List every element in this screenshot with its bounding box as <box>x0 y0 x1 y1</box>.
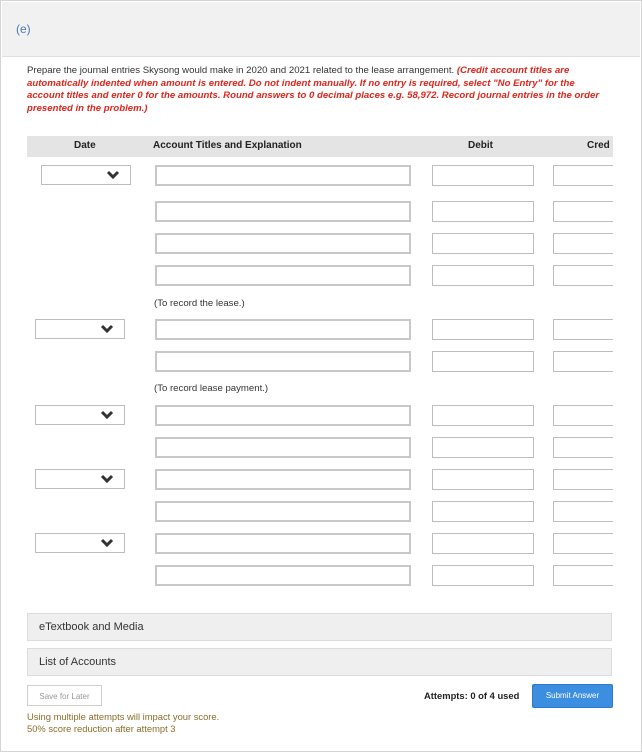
credit-input[interactable] <box>553 437 613 458</box>
debit-input[interactable] <box>432 165 534 186</box>
etextbook-media-toggle[interactable]: eTextbook and Media <box>27 613 612 641</box>
credit-input[interactable] <box>553 501 613 522</box>
account-header: Account Titles and Explanation <box>153 140 302 151</box>
credit-input[interactable] <box>553 165 613 186</box>
credit-header: Cred <box>587 140 610 151</box>
attempts-counter: Attempts: 0 of 4 used <box>424 690 520 701</box>
save-for-later-button[interactable]: Save for Later <box>27 685 102 706</box>
table-row <box>27 351 613 373</box>
debit-input[interactable] <box>432 469 534 490</box>
list-of-accounts-toggle[interactable]: List of Accounts <box>27 648 612 676</box>
date-dropdown[interactable] <box>35 319 125 339</box>
debit-input[interactable] <box>432 437 534 458</box>
table-row <box>27 405 613 427</box>
date-dropdown[interactable] <box>35 405 125 425</box>
account-title-input[interactable] <box>155 533 411 554</box>
submit-answer-button[interactable]: Submit Answer <box>532 684 613 708</box>
account-title-input[interactable] <box>155 501 411 522</box>
chevron-down-icon <box>100 473 114 485</box>
instructions <box>27 65 612 115</box>
account-title-input[interactable] <box>155 469 411 490</box>
table-row <box>27 165 613 187</box>
chevron-down-icon <box>100 409 114 421</box>
credit-input[interactable] <box>553 469 613 490</box>
table-row <box>27 501 613 523</box>
table-row <box>27 265 613 287</box>
instructions-text: Prepare the journal entries Skysong would make in 2020 and 2021 related to the lease arrangement. <box>27 65 457 76</box>
account-title-input[interactable] <box>155 265 411 286</box>
entry-note: (To record the lease.) <box>154 298 245 309</box>
account-title-input[interactable] <box>155 319 411 340</box>
table-row <box>27 233 613 255</box>
date-dropdown[interactable] <box>35 533 125 553</box>
account-title-input[interactable] <box>155 565 411 586</box>
credit-input[interactable] <box>553 405 613 426</box>
debit-input[interactable] <box>432 351 534 372</box>
table-row <box>27 437 613 459</box>
table-row <box>27 319 613 341</box>
table-row <box>27 565 613 587</box>
date-dropdown[interactable] <box>35 469 125 489</box>
attempts-warning <box>27 711 219 735</box>
credit-input[interactable] <box>553 265 613 286</box>
account-title-input[interactable] <box>155 201 411 222</box>
warning-line: 50% score reduction after attempt 3 <box>27 723 176 734</box>
table-row <box>27 469 613 491</box>
date-dropdown[interactable] <box>41 165 131 185</box>
debit-input[interactable] <box>432 405 534 426</box>
debit-header: Debit <box>468 140 493 151</box>
account-title-input[interactable] <box>155 351 411 372</box>
credit-input[interactable] <box>553 533 613 554</box>
section-label: (e) <box>16 22 31 36</box>
instructions-note: (Credit account titles are automatically indented when amount is entered. Do not indent manually. If no entry is required, select "No Entry" for the account titles and enter 0 for the amounts. Round answers to 0 decimal places e.g. 58,972. Record journal entries in the order presented in the problem.) <box>27 65 600 114</box>
entry-note: (To record lease payment.) <box>154 383 269 394</box>
account-title-input[interactable] <box>155 165 411 186</box>
chevron-down-icon <box>100 323 114 335</box>
debit-input[interactable] <box>432 201 534 222</box>
table-row <box>27 201 613 223</box>
journal-entry-table <box>27 136 613 596</box>
debit-input[interactable] <box>432 265 534 286</box>
debit-input[interactable] <box>432 533 534 554</box>
account-title-input[interactable] <box>155 405 411 426</box>
credit-input[interactable] <box>553 319 613 340</box>
chevron-down-icon <box>100 537 114 549</box>
debit-input[interactable] <box>432 501 534 522</box>
table-header <box>27 136 613 157</box>
table-row <box>27 533 613 555</box>
account-title-input[interactable] <box>155 233 411 254</box>
credit-input[interactable] <box>553 351 613 372</box>
date-header: Date <box>74 140 96 151</box>
account-title-input[interactable] <box>155 437 411 458</box>
warning-line: Using multiple attempts will impact your score. <box>27 711 220 722</box>
credit-input[interactable] <box>553 233 613 254</box>
debit-input[interactable] <box>432 565 534 586</box>
section-header <box>2 2 640 57</box>
credit-input[interactable] <box>553 565 613 586</box>
chevron-down-icon <box>106 169 120 181</box>
debit-input[interactable] <box>432 233 534 254</box>
credit-input[interactable] <box>553 201 613 222</box>
debit-input[interactable] <box>432 319 534 340</box>
